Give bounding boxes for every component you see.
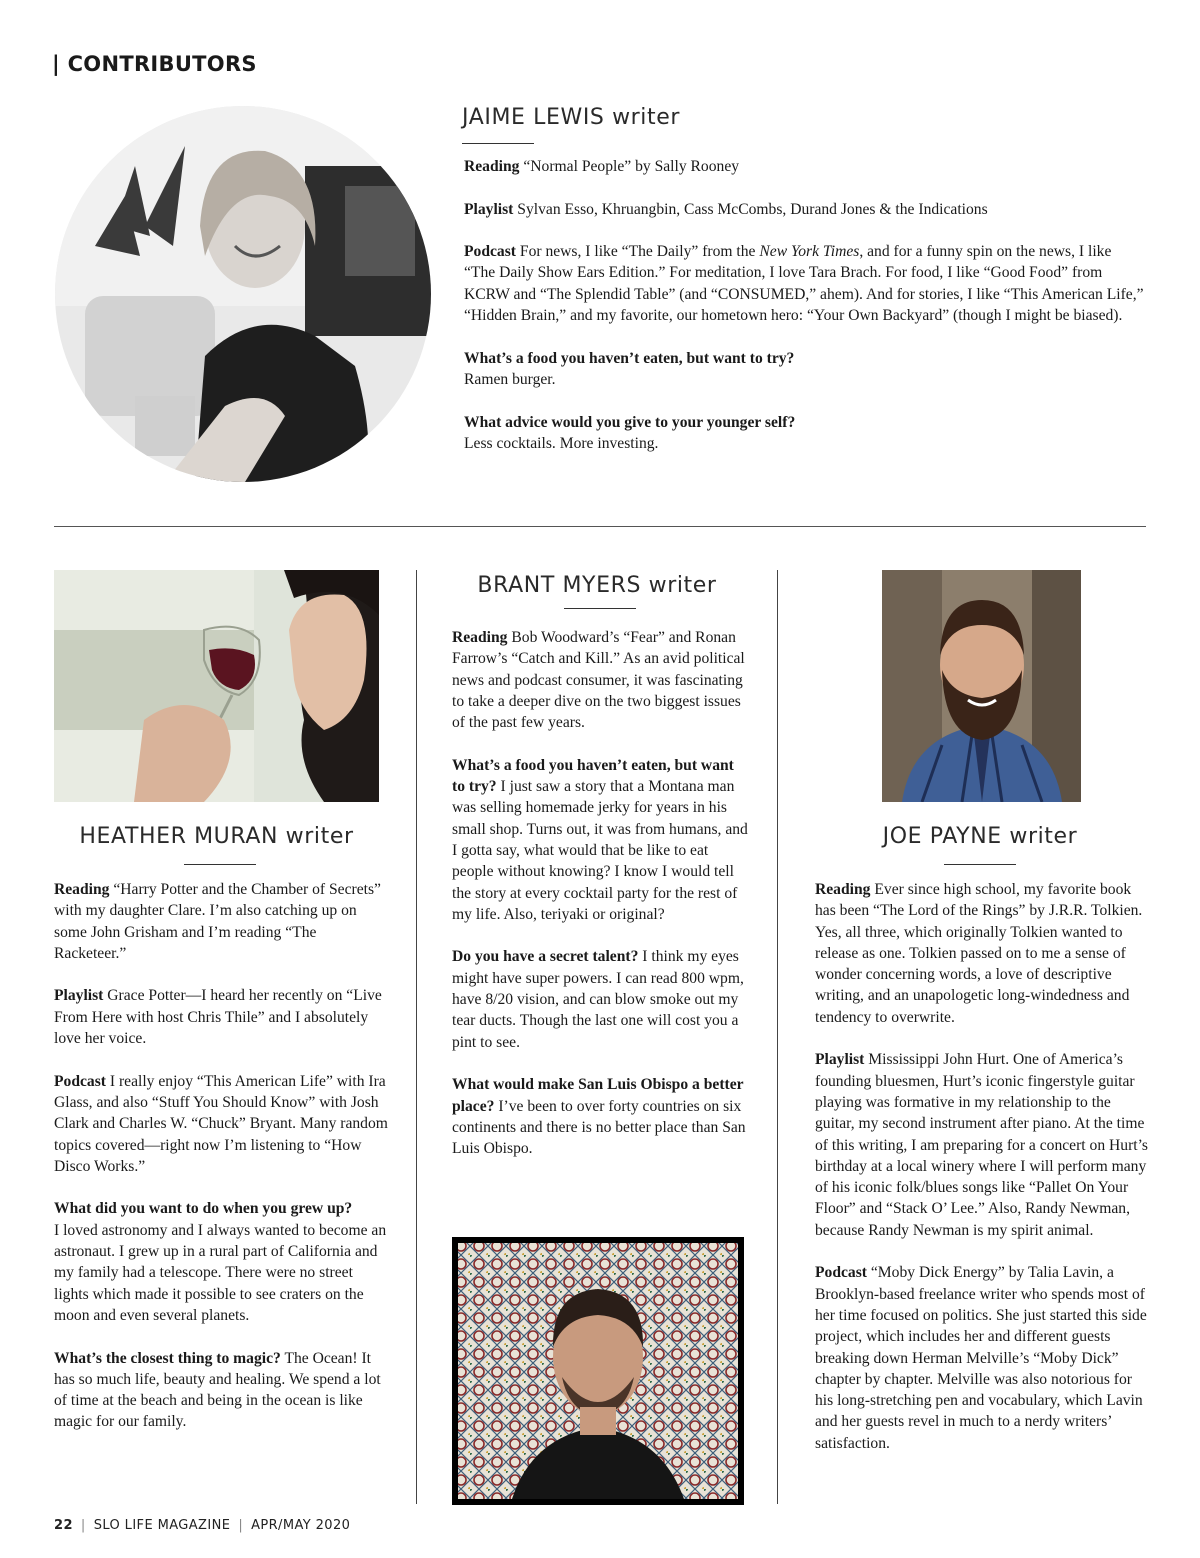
joe-payne-text [815, 879, 1149, 1475]
heather-magic-qa: What’s the closest thing to magic? The Ocean! It has so much life, beauty and healing. We spend a lot of time at the beach and being in the ocean is like magic for our family. [54, 1349, 381, 1431]
heather-name-rule [184, 864, 256, 865]
jaime-lewis-portrait [55, 106, 431, 482]
jaime-lewis-name: JAIME LEWIS writer [462, 105, 681, 130]
jaime-playlist: Playlist Sylvan Esso, Khruangbin, Cass McCombs, Durand Jones & the Indications [464, 200, 988, 218]
column-divider-right [777, 570, 778, 1504]
jaime-lewis-text [464, 156, 1144, 475]
brant-myers-name: BRANT MYERS writer [477, 573, 717, 598]
brant-slo-qa: What would make San Luis Obispo a better place? I’ve been to over forty countries on six continents and there is no better place than San Luis Obispo. [452, 1076, 746, 1158]
page-number: 22 [54, 1518, 73, 1533]
heather-grew-up-qa: What did you want to do when you grew up? I loved astronomy and I always wanted to become an astronaut. I grew up in a rural part of California and my family had a telescope. There were no street lights which made it possible to see craters on the moon and even several planets. [54, 1200, 387, 1324]
jaime-reading: Reading “Normal People” by Sally Rooney [464, 158, 740, 175]
joe-playlist: Playlist Mississippi John Hurt. One of America’s founding bluesmen, Hurt’s iconic fingerstyle guitar playing was formative in my relationship to the guitar, my second instrument after piano. At the time of this writing, I am preparing for a concert on Hurt’s birthday at a local winery where I will perform many of his iconic folk/blues songs like “Pallet On Your Floor” and “Stack O’ Lee.” Also, Randy Newman, because Randy Newman is my spirit animal. [815, 1051, 1149, 1239]
jaime-lewis-photo [55, 106, 431, 482]
jaime-podcast: Podcast For news, I like “The Daily” from the New York Times, and for a funny spin on the news, I like “The Daily Show Ears Edition.” For meditation, I love Tara Brach. For food, I like “Good Food” from KCRW and “The Splendid Table” (and “CONSUMED,” ahem). And for stories, I like “This American Life,” “Hidden Brain,” and my favorite, our hometown hero: “Your Own Backyard” (though I might be biased). [464, 243, 1144, 325]
brant-talent-qa: Do you have a secret talent? I think my eyes might have super powers. I can read 800 wpm, have 8/20 vision, and can blow smoke out my tear ducts. Though the last one will cost you a pint to see. [452, 948, 744, 1051]
joe-name-rule [944, 864, 1016, 865]
section-divider [54, 526, 1146, 527]
section-label: | CONTRIBUTORS [52, 52, 257, 76]
column-divider-left [416, 570, 417, 1504]
heather-reading: Reading “Harry Potter and the Chamber of Secrets” with my daughter Clare. I’m also catching up on some John Grisham and I’m reading “The Racketeer.” [54, 881, 381, 962]
joe-podcast: Podcast “Moby Dick Energy” by Talia Lavin, a Brooklyn-based freelance writer who spends most of her time focused on politics. She just started this side project, which includes her and different guests breaking down Herman Melville’s “Moby Dick” chapter by chapter. Melville was also notorious for his long-stretching pen and vocabulary, which Lavin and her guests revel in much to a nerdy writers’ satisfaction. [815, 1264, 1147, 1452]
magazine-name: SLO LIFE MAGAZINE [93, 1518, 231, 1533]
brant-myers-portrait [452, 1237, 744, 1505]
brant-food-qa: What’s a food you haven’t eaten, but want to try? I just saw a story that a Montana man was selling homemade jerky for years in his small shop. Turns out, it was from humans, and I gotta say, what would that be like to eat people without knowing? I know I would tell the story at every cocktail party for the rest of my life. Also, teriyaki or original? [452, 756, 748, 923]
heather-muran-photo [54, 570, 379, 802]
heather-muran-text [54, 879, 390, 1454]
heather-muran-portrait [54, 570, 379, 802]
heather-playlist: Playlist Grace Potter—I heard her recently on “Live From Here with host Chris Thile” and I absolutely love her voice. [54, 987, 382, 1048]
jaime-name-rule [462, 143, 534, 144]
brant-name-rule [564, 608, 636, 609]
jaime-advice-qa: What advice would you give to your younger self? Less cocktails. More investing. [464, 413, 796, 452]
brant-reading: Reading Bob Woodward’s “Fear” and Ronan Farrow’s “Catch and Kill.” As an avid political news and podcast consumer, it was fascinating to take a deeper dive on the two biggest issues of the past few years. [452, 629, 745, 732]
issue-date: APR/MAY 2020 [251, 1518, 351, 1533]
joe-payne-name: JOE PAYNE writer [882, 824, 1078, 849]
brant-myers-text [452, 627, 748, 1181]
joe-reading: Reading Ever since high school, my favorite book has been “The Lord of the Rings” by J.R.R. Tolkien. Yes, all three, which originally Tolkien wanted to release as one. Tolkien passed on to me a sense of wonder concerning words, a love of descriptive writing, and an unapologetic long-windedness and tendency to overwrite. [815, 881, 1143, 1026]
brant-myers-photo [452, 1237, 744, 1505]
heather-muran-name: HEATHER MURAN writer [79, 824, 354, 849]
heather-podcast: Podcast I really enjoy “This American Life” with Ira Glass, and also “Stuff You Should Know” with Josh Clark and Charles W. “Chuck” Bryant. Many random topics covered—right now I’m listening to “How Disco Works.” [54, 1072, 388, 1175]
joe-payne-portrait [882, 570, 1081, 802]
joe-payne-photo [882, 570, 1081, 802]
page-footer: 22 | SLO LIFE MAGAZINE | APR/MAY 2020 [54, 1518, 351, 1533]
jaime-food-qa: What’s a food you haven’t eaten, but want to try? Ramen burger. [464, 349, 795, 388]
